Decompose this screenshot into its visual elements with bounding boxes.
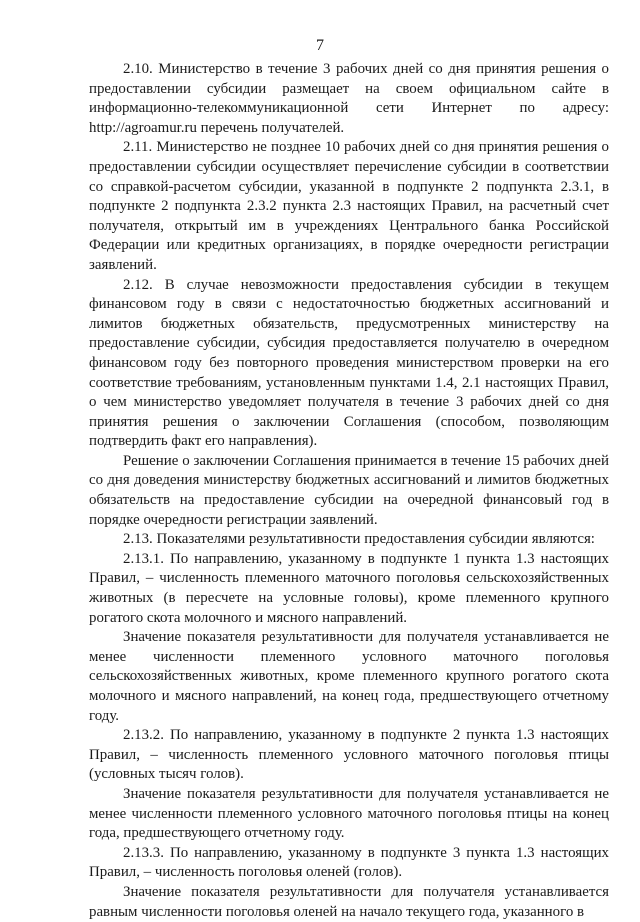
paragraph-2-10: 2.10. Министерство в течение 3 рабочих дней со дня принятия решения о предоставлении субсидии размещает на своем официальном сайте в информационно-телекоммуникационной сети Интернет по адресу: http://agroamur.ru перечень получателей.: [89, 61, 609, 136]
paragraph-indicator-value-3: Значение показателя результативности для получателя устанавливается равным численности поголовья оленей на начало текущего года, указанного в: [89, 883, 609, 920]
paragraph-2-12: 2.12. В случае невозможности предоставления субсидии в текущем финансовом году в связи с недостаточностью бюджетных ассигнований и лимитов бюджетных обязательств, предусмотренных министерству на предоставление субсидии, субсидия предоставляется получателю в очередном финансовом году без повторного проведения министерством проверки на его соответствие требованиям, установленным пунктами 1.4, 2.1 настоящих Правил, о чем министерство уведомляет получателя в течение 3 рабочих дней со дня принятия решения о заключении Соглашения (способом, позволяющим подтвердить факт его направления).: [89, 276, 609, 450]
document-body: [89, 60, 609, 922]
paragraph-2-13: 2.13. Показателями результативности предоставления субсидии являются:: [123, 531, 595, 548]
paragraph-indicator-value-2: Значение показателя результативности для получателя устанавливается не менее численности племенного условного маточного поголовья птицы на конец года, предшествующего отчетному году.: [89, 785, 609, 842]
paragraph-agreement-decision: Решение о заключении Соглашения принимается в течение 15 рабочих дней со дня доведения министерству бюджетных ассигнований и лимитов бюджетных обязательств на предоставление субсидии на очередной финансовый год в порядке очередности регистрации заявлений.: [89, 452, 609, 528]
paragraph-2-13-2: 2.13.2. По направлению, указанному в подпункте 2 пункта 1.3 настоящих Правил, – численность племенного условного маточного поголовья птицы (условных тысяч голов).: [89, 727, 609, 783]
paragraph-2-13-1: 2.13.1. По направлению, указанному в подпункте 1 пункта 1.3 настоящих Правил, – численность племенного маточного поголовья сельскохозяйственных животных (в пересчете на условные головы), кроме племенного крупного рогатого скота молочного и мясного направлений.: [89, 550, 609, 626]
paragraph-2-11: 2.11. Министерство не позднее 10 рабочих дней со дня принятия решения о предоставлении субсидии осуществляет перечисление субсидии в соответствии со справкой-расчетом субсидии, указанной в подпункте 2 подпункта 2.3.1, в подпункте 2 подпункта 2.3.2 пункта 2.3 настоящих Правил, на расчетный счет получателя, открытый им в учреждениях Центрального банка Российской Федерации или кредитных организациях, в порядке очередности регистрации заявлений.: [89, 139, 609, 273]
page-number: 7: [316, 37, 324, 54]
paragraph-indicator-value-1: Значение показателя результативности для получателя устанавливается не менее численности племенного условного маточного поголовья сельскохозяйственных животных, кроме племенного крупного рогатого скота молочного и мясного направлений, на конец года, предшествующего отчетному году.: [89, 629, 609, 724]
paragraph-2-13-3: 2.13.3. По направлению, указанному в подпункте 3 пункта 1.3 настоящих Правил, – численность поголовья оленей (голов).: [89, 844, 609, 881]
